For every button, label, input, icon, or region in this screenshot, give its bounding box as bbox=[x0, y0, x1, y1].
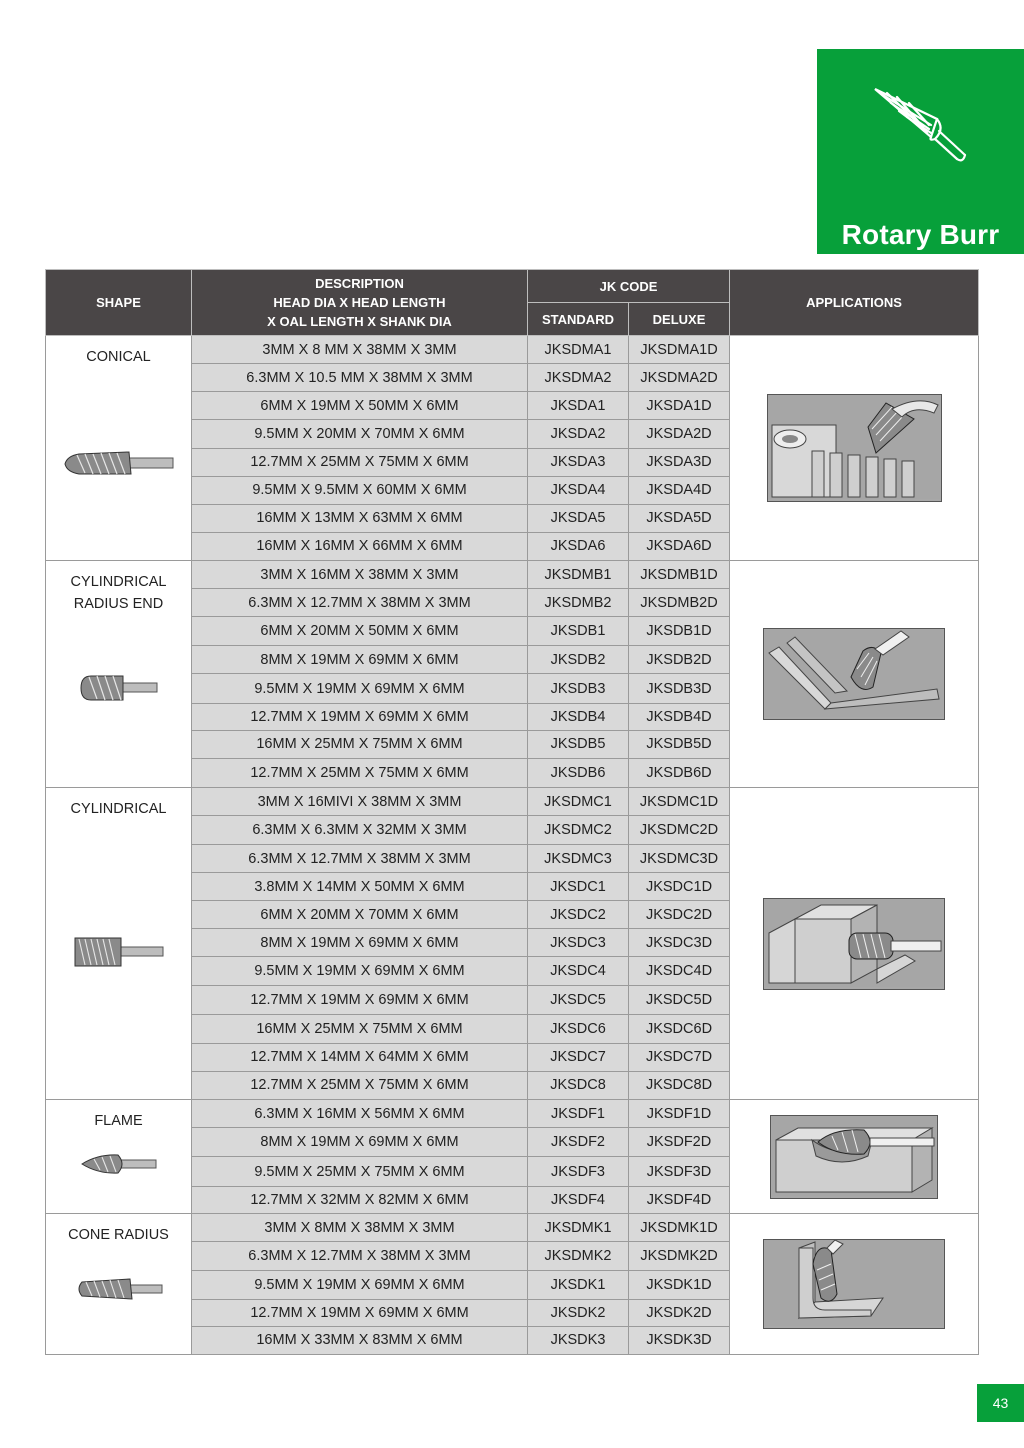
deluxe-code-cell: JKSDF1D bbox=[629, 1100, 730, 1128]
standard-code-cell: JKSDB2 bbox=[528, 646, 629, 674]
standard-code-cell: JKSDC4 bbox=[528, 957, 629, 985]
application-wrap bbox=[730, 788, 978, 1099]
application-illustration bbox=[765, 629, 943, 717]
shape-cell-content bbox=[46, 336, 191, 560]
burr-image bbox=[46, 936, 191, 972]
standard-code-cell: JKSDK2 bbox=[528, 1299, 629, 1326]
application-image bbox=[767, 394, 942, 502]
standard-code-cell: JKSDK3 bbox=[528, 1326, 629, 1354]
rotary-burr-table bbox=[45, 269, 979, 1355]
standard-code-cell: JKSDMK1 bbox=[528, 1214, 629, 1242]
deluxe-code-cell: JKSDC6D bbox=[629, 1014, 730, 1043]
deluxe-code-cell: JKSDB5D bbox=[629, 730, 730, 758]
standard-code-cell: JKSDMB2 bbox=[528, 589, 629, 617]
shape-cell-content bbox=[46, 1214, 191, 1354]
table-row bbox=[46, 788, 979, 816]
deluxe-code-cell: JKSDC3D bbox=[629, 929, 730, 957]
shape-name: CYLINDRICAL RADIUS END bbox=[70, 574, 167, 612]
shape-cell bbox=[46, 336, 192, 561]
deluxe-code-cell: JKSDMC1D bbox=[629, 788, 730, 816]
deluxe-code-cell: JKSDC5D bbox=[629, 985, 730, 1014]
standard-code-cell: JKSDMA2 bbox=[528, 364, 629, 392]
description-cell: 6.3MM X 16MM X 56MM X 6MM bbox=[192, 1100, 528, 1128]
description-cell: 3.8MM X 14MM X 50MM X 6MM bbox=[192, 873, 528, 901]
description-cell: 12.7MM X 25MM X 75MM X 6MM bbox=[192, 758, 528, 787]
application-wrap bbox=[730, 336, 978, 560]
page-number: 43 bbox=[977, 1384, 1024, 1422]
rotary-burr-icon bbox=[869, 79, 969, 209]
application-cell bbox=[730, 1100, 979, 1214]
deluxe-code-cell: JKSDMK1D bbox=[629, 1214, 730, 1242]
standard-code-cell: JKSDB1 bbox=[528, 617, 629, 646]
description-cell: 8MM X 19MM X 69MM X 6MM bbox=[192, 929, 528, 957]
table-row bbox=[46, 561, 979, 589]
description-cell: 16MM X 13MM X 63MM X 6MM bbox=[192, 504, 528, 532]
description-cell: 3MM X 16MM X 38MM X 3MM bbox=[192, 561, 528, 589]
shape-cell-content bbox=[46, 788, 191, 1099]
standard-code-cell: JKSDMB1 bbox=[528, 561, 629, 589]
header-description-line: DESCRIPTION bbox=[315, 276, 404, 291]
description-cell: 12.7MM X 19MM X 69MM X 6MM bbox=[192, 985, 528, 1014]
description-cell: 8MM X 19MM X 69MM X 6MM bbox=[192, 646, 528, 674]
deluxe-code-cell: JKSDC2D bbox=[629, 901, 730, 929]
standard-code-cell: JKSDMC2 bbox=[528, 816, 629, 845]
description-cell: 3MM X 8MM X 38MM X 3MM bbox=[192, 1214, 528, 1242]
description-cell: 6.3MM X 12.7MM X 38MM X 3MM bbox=[192, 589, 528, 617]
standard-code-cell: JKSDF3 bbox=[528, 1157, 629, 1186]
description-cell: 9.5MM X 20MM X 70MM X 6MM bbox=[192, 420, 528, 448]
standard-code-cell: JKSDA5 bbox=[528, 504, 629, 532]
deluxe-code-cell: JKSDMK2D bbox=[629, 1242, 730, 1271]
application-wrap bbox=[730, 561, 978, 787]
shape-cell bbox=[46, 561, 192, 788]
standard-code-cell: JKSDC3 bbox=[528, 929, 629, 957]
deluxe-code-cell: JKSDA3D bbox=[629, 448, 730, 476]
deluxe-code-cell: JKSDK3D bbox=[629, 1326, 730, 1354]
standard-code-cell: JKSDC5 bbox=[528, 985, 629, 1014]
application-cell bbox=[730, 561, 979, 788]
burr-image bbox=[46, 1276, 191, 1306]
rotary-burr-badge bbox=[817, 49, 1024, 254]
header-description-line: HEAD DIA X HEAD LENGTH bbox=[273, 295, 446, 310]
description-cell: 16MM X 16MM X 66MM X 6MM bbox=[192, 532, 528, 560]
description-cell: 9.5MM X 19MM X 69MM X 6MM bbox=[192, 1271, 528, 1299]
description-cell: 6MM X 20MM X 50MM X 6MM bbox=[192, 617, 528, 646]
description-cell: 6.3MM X 12.7MM X 38MM X 3MM bbox=[192, 845, 528, 873]
standard-code-cell: JKSDB3 bbox=[528, 674, 629, 703]
application-image bbox=[763, 1239, 945, 1329]
badge-title: Rotary Burr bbox=[841, 219, 1000, 250]
header-shape: SHAPE bbox=[46, 270, 192, 336]
deluxe-code-cell: JKSDK2D bbox=[629, 1299, 730, 1326]
shape-name: FLAME bbox=[94, 1113, 143, 1129]
deluxe-code-cell: JKSDA2D bbox=[629, 420, 730, 448]
application-image bbox=[770, 1115, 938, 1199]
burr-image bbox=[46, 446, 191, 486]
deluxe-code-cell: JKSDB6D bbox=[629, 758, 730, 787]
description-cell: 3MM X 8 MM X 38MM X 3MM bbox=[192, 336, 528, 364]
shape-cell-content bbox=[46, 561, 191, 787]
description-cell: 12.7MM X 25MM X 75MM X 6MM bbox=[192, 448, 528, 476]
standard-code-cell: JKSDMA1 bbox=[528, 336, 629, 364]
standard-code-cell: JKSDC6 bbox=[528, 1014, 629, 1043]
deluxe-code-cell: JKSDA5D bbox=[629, 504, 730, 532]
standard-code-cell: JKSDF4 bbox=[528, 1186, 629, 1213]
description-cell: 9.5MM X 19MM X 69MM X 6MM bbox=[192, 674, 528, 703]
deluxe-code-cell: JKSDF3D bbox=[629, 1157, 730, 1186]
standard-code-cell: JKSDA4 bbox=[528, 476, 629, 504]
standard-code-cell: JKSDMK2 bbox=[528, 1242, 629, 1271]
description-cell: 6MM X 20MM X 70MM X 6MM bbox=[192, 901, 528, 929]
deluxe-code-cell: JKSDC8D bbox=[629, 1071, 730, 1099]
deluxe-code-cell: JKSDMC2D bbox=[629, 816, 730, 845]
deluxe-code-cell: JKSDA4D bbox=[629, 476, 730, 504]
description-cell: 12.7MM X 19MM X 69MM X 6MM bbox=[192, 703, 528, 730]
shape-cell bbox=[46, 788, 192, 1100]
description-cell: 9.5MM X 9.5MM X 60MM X 6MM bbox=[192, 476, 528, 504]
deluxe-code-cell: JKSDF2D bbox=[629, 1128, 730, 1157]
description-cell: 6.3MM X 10.5 MM X 38MM X 3MM bbox=[192, 364, 528, 392]
table-row bbox=[46, 336, 979, 364]
burr-image bbox=[46, 1152, 191, 1180]
header-description-line: X OAL LENGTH X SHANK DIA bbox=[267, 314, 452, 329]
description-cell: 9.5MM X 19MM X 69MM X 6MM bbox=[192, 957, 528, 985]
standard-code-cell: JKSDC2 bbox=[528, 901, 629, 929]
shape-name: CONE RADIUS bbox=[68, 1227, 169, 1243]
header-description bbox=[192, 270, 528, 336]
shape-name: CYLINDRICAL bbox=[70, 801, 167, 817]
deluxe-code-cell: JKSDMB1D bbox=[629, 561, 730, 589]
description-cell: 6MM X 19MM X 50MM X 6MM bbox=[192, 392, 528, 420]
standard-code-cell: JKSDA6 bbox=[528, 532, 629, 560]
standard-code-cell: JKSDF2 bbox=[528, 1128, 629, 1157]
deluxe-code-cell: JKSDB4D bbox=[629, 703, 730, 730]
table-row bbox=[46, 1100, 979, 1128]
deluxe-code-cell: JKSDA1D bbox=[629, 392, 730, 420]
standard-code-cell: JKSDK1 bbox=[528, 1271, 629, 1299]
header-deluxe: DELUXE bbox=[629, 303, 730, 336]
burr-image bbox=[46, 673, 191, 707]
standard-code-cell: JKSDC8 bbox=[528, 1071, 629, 1099]
description-cell: 16MM X 33MM X 83MM X 6MM bbox=[192, 1326, 528, 1354]
application-illustration bbox=[765, 899, 943, 987]
description-cell: 12.7MM X 32MM X 82MM X 6MM bbox=[192, 1186, 528, 1213]
deluxe-code-cell: JKSDC7D bbox=[629, 1043, 730, 1071]
deluxe-code-cell: JKSDC1D bbox=[629, 873, 730, 901]
description-cell: 6.3MM X 6.3MM X 32MM X 3MM bbox=[192, 816, 528, 845]
description-cell: 16MM X 25MM X 75MM X 6MM bbox=[192, 730, 528, 758]
application-cell bbox=[730, 336, 979, 561]
shape-cell-content bbox=[46, 1100, 191, 1213]
table-row bbox=[46, 1214, 979, 1242]
deluxe-code-cell: JKSDB1D bbox=[629, 617, 730, 646]
deluxe-code-cell: JKSDMB2D bbox=[629, 589, 730, 617]
deluxe-code-cell: JKSDMC3D bbox=[629, 845, 730, 873]
description-cell: 12.7MM X 14MM X 64MM X 6MM bbox=[192, 1043, 528, 1071]
application-illustration bbox=[772, 1116, 936, 1196]
standard-code-cell: JKSDC1 bbox=[528, 873, 629, 901]
deluxe-code-cell: JKSDC4D bbox=[629, 957, 730, 985]
description-cell: 6.3MM X 12.7MM X 38MM X 3MM bbox=[192, 1242, 528, 1271]
application-cell bbox=[730, 788, 979, 1100]
description-cell: 8MM X 19MM X 69MM X 6MM bbox=[192, 1128, 528, 1157]
standard-code-cell: JKSDMC1 bbox=[528, 788, 629, 816]
shape-cell bbox=[46, 1100, 192, 1214]
deluxe-code-cell: JKSDK1D bbox=[629, 1271, 730, 1299]
standard-code-cell: JKSDA3 bbox=[528, 448, 629, 476]
application-illustration bbox=[765, 1240, 943, 1326]
application-illustration bbox=[768, 395, 940, 499]
description-cell: 9.5MM X 25MM X 75MM X 6MM bbox=[192, 1157, 528, 1186]
standard-code-cell: JKSDB6 bbox=[528, 758, 629, 787]
description-cell: 16MM X 25MM X 75MM X 6MM bbox=[192, 1014, 528, 1043]
application-wrap bbox=[730, 1100, 978, 1213]
header-jk-code: JK CODE bbox=[528, 270, 730, 303]
standard-code-cell: JKSDB5 bbox=[528, 730, 629, 758]
standard-code-cell: JKSDC7 bbox=[528, 1043, 629, 1071]
header-applications: APPLICATIONS bbox=[730, 270, 979, 336]
deluxe-code-cell: JKSDMA2D bbox=[629, 364, 730, 392]
application-image bbox=[763, 898, 945, 990]
standard-code-cell: JKSDMC3 bbox=[528, 845, 629, 873]
description-cell: 12.7MM X 25MM X 75MM X 6MM bbox=[192, 1071, 528, 1099]
header-standard: STANDARD bbox=[528, 303, 629, 336]
deluxe-code-cell: JKSDA6D bbox=[629, 532, 730, 560]
deluxe-code-cell: JKSDMA1D bbox=[629, 336, 730, 364]
deluxe-code-cell: JKSDF4D bbox=[629, 1186, 730, 1213]
standard-code-cell: JKSDA1 bbox=[528, 392, 629, 420]
deluxe-code-cell: JKSDB2D bbox=[629, 646, 730, 674]
application-cell bbox=[730, 1214, 979, 1355]
standard-code-cell: JKSDA2 bbox=[528, 420, 629, 448]
description-cell: 12.7MM X 19MM X 69MM X 6MM bbox=[192, 1299, 528, 1326]
shape-name: CONICAL bbox=[86, 349, 151, 365]
standard-code-cell: JKSDB4 bbox=[528, 703, 629, 730]
deluxe-code-cell: JKSDB3D bbox=[629, 674, 730, 703]
standard-code-cell: JKSDF1 bbox=[528, 1100, 629, 1128]
shape-cell bbox=[46, 1214, 192, 1355]
application-image bbox=[763, 628, 945, 720]
description-cell: 3MM X 16MIVI X 38MM X 3MM bbox=[192, 788, 528, 816]
application-wrap bbox=[730, 1214, 978, 1354]
